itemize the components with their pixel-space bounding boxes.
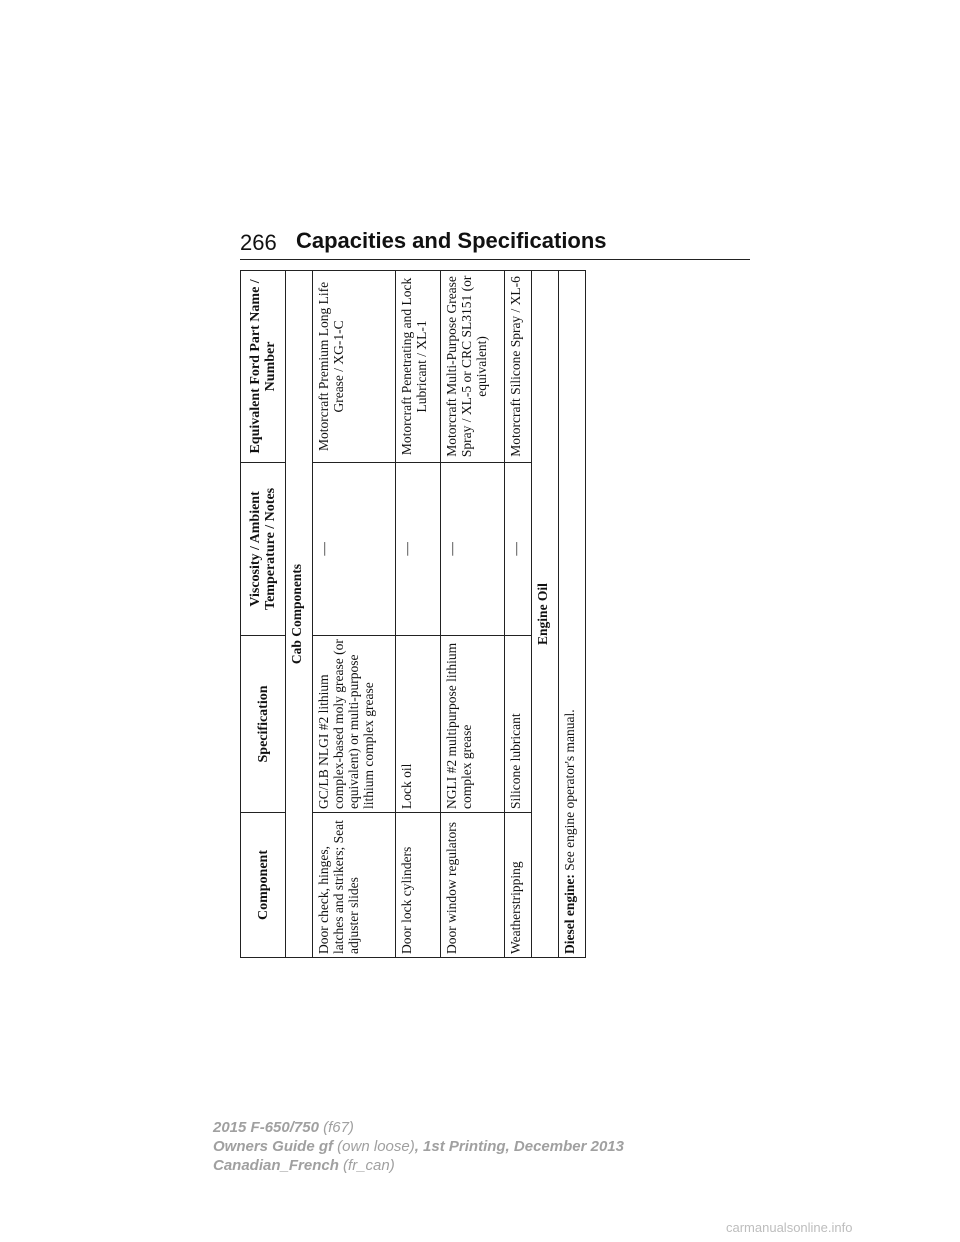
section-title-engine-oil: Engine Oil xyxy=(531,271,558,958)
table-row xyxy=(558,271,585,958)
cell-specification: Lock oil xyxy=(395,636,440,813)
engine-note-label: Diesel engine: xyxy=(561,874,577,954)
cell-viscosity: — xyxy=(313,462,395,635)
watermark-text: carmanualsonline.info xyxy=(726,1220,853,1235)
cell-viscosity: — xyxy=(441,462,505,635)
footer-guide: Owners Guide gf xyxy=(213,1138,334,1155)
cell-component: Door lock cylinders xyxy=(395,812,440,957)
table-row xyxy=(313,271,395,958)
footer-guide-type: (own loose) xyxy=(333,1138,415,1155)
specification-table-wrapper xyxy=(240,270,586,958)
table-header-row xyxy=(241,271,286,958)
cell-component: Door window regulators xyxy=(441,812,505,957)
header-viscosity: Viscosity / Ambient Temperature / Notes xyxy=(241,462,286,635)
footer-line-2 xyxy=(213,1137,624,1156)
page-title: Capacities and Specifications xyxy=(296,228,607,253)
header-equivalent-part: Equivalent Ford Part Name / Number xyxy=(241,271,286,463)
header-specification: Specification xyxy=(241,636,286,813)
cell-equivalent: Motorcraft Multi-Purpose Grease Spray / XL-5 or CRC SL3151 (or equivalent) xyxy=(441,271,505,463)
engine-note-cell xyxy=(558,271,585,958)
table-row xyxy=(504,271,531,958)
footer-line-3 xyxy=(213,1156,624,1175)
cell-component: Weatherstripping xyxy=(504,812,531,957)
section-row-engine xyxy=(531,271,558,958)
print-footer xyxy=(213,1118,624,1175)
section-row-cab xyxy=(286,271,313,958)
table-row xyxy=(441,271,505,958)
table-row xyxy=(395,271,440,958)
footer-printing: , 1st Printing, December 2013 xyxy=(414,1138,624,1155)
cell-equivalent: Motorcraft Premium Long Life Grease / XG-1-C xyxy=(313,271,395,463)
header-component: Component xyxy=(241,812,286,957)
lubricant-specification-table xyxy=(240,270,586,958)
cell-equivalent: Motorcraft Silicone Spray / XL-6 xyxy=(504,271,531,463)
engine-note-text: See engine operator's manual. xyxy=(561,709,577,875)
section-title-cab-components: Cab Components xyxy=(286,271,313,958)
footer-model: 2015 F-650/750 xyxy=(213,1119,319,1136)
cell-component: Door check, hinges, latches and strikers; Seat adjuster slides xyxy=(313,812,395,957)
footer-line-1 xyxy=(213,1118,624,1137)
cell-specification: GC/LB NLGI #2 lithium complex-based moly grease (or equivalent) or multi-purpose lithium complex grease xyxy=(313,636,395,813)
header-divider xyxy=(240,259,750,260)
rotated-table-container xyxy=(240,270,586,958)
footer-model-code: (f67) xyxy=(318,1119,354,1136)
footer-language-code: (fr_can) xyxy=(338,1157,395,1174)
page-number: 266 xyxy=(240,230,277,255)
footer-language: Canadian_French xyxy=(213,1157,339,1174)
cell-specification: Silicone lubricant xyxy=(504,636,531,813)
cell-specification: NGLI #2 multipurpose lithium complex grease xyxy=(441,636,505,813)
cell-equivalent: Motorcraft Penetrating and Lock Lubricant / XL-1 xyxy=(395,271,440,463)
cell-viscosity: — xyxy=(395,462,440,635)
cell-viscosity: — xyxy=(504,462,531,635)
